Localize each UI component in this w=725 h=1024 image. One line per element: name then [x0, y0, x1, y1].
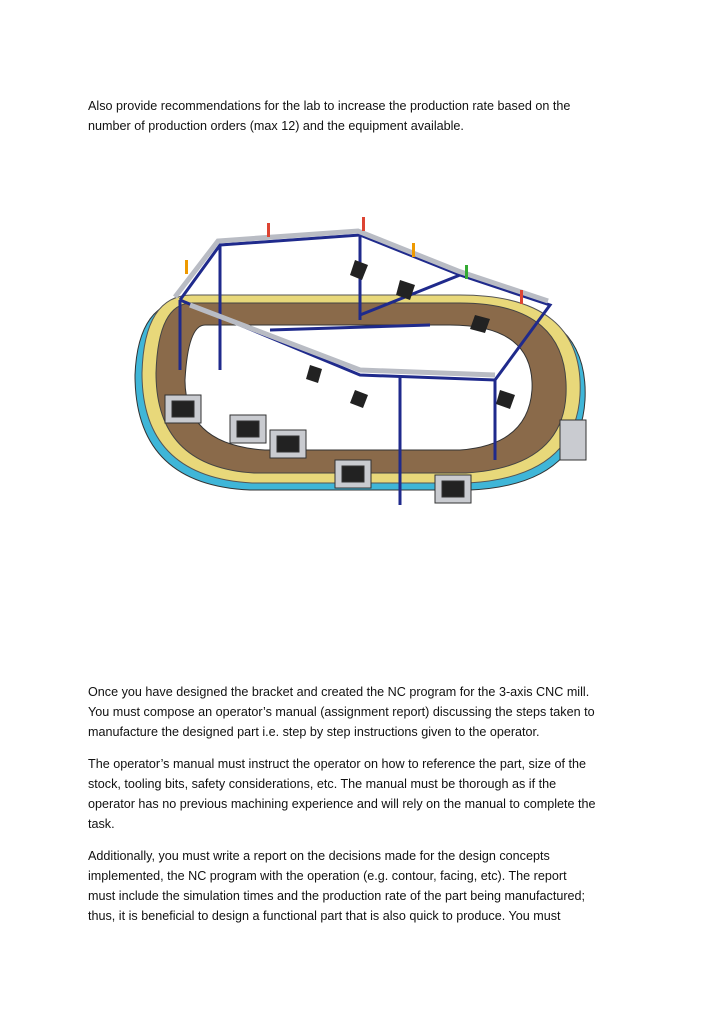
- text-line: manufacture the designed part i.e. step by step instructions given to the operator.: [88, 725, 540, 739]
- text-line: number of production orders (max 12) and the equipment available.: [88, 119, 464, 133]
- paragraph-operator-manual-requirements: [88, 754, 648, 834]
- text-line: implemented, the NC program with the operation (e.g. contour, facing, etc). The report: [88, 869, 567, 883]
- paragraph-design-report: [88, 846, 648, 926]
- text-line: Also provide recommendations for the lab to increase the production rate based on the: [88, 99, 571, 113]
- text-line: Additionally, you must write a report on the decisions made for the design concepts: [88, 849, 550, 863]
- paragraph-recommendations: [88, 96, 648, 136]
- conveyor-system-illustration: [130, 205, 595, 520]
- text-line: task.: [88, 817, 115, 831]
- text-line: operator has no previous machining experience and will rely on the manual to complete the: [88, 797, 596, 811]
- text-line: stock, tooling bits, safety considerations, etc. The manual must be thorough as if the: [88, 777, 557, 791]
- text-line: The operator’s manual must instruct the operator on how to reference the part, size of the: [88, 757, 586, 771]
- text-line: You must compose an operator’s manual (assignment report) discussing the steps taken to: [88, 705, 595, 719]
- text-line: Once you have designed the bracket and created the NC program for the 3-axis CNC mill.: [88, 685, 590, 699]
- paragraph-operator-manual-intro: [88, 682, 648, 742]
- text-line: thus, it is beneficial to design a functional part that is also quick to produce. You must: [88, 909, 561, 923]
- text-line: must include the simulation times and the production rate of the part being manufactured;: [88, 889, 586, 903]
